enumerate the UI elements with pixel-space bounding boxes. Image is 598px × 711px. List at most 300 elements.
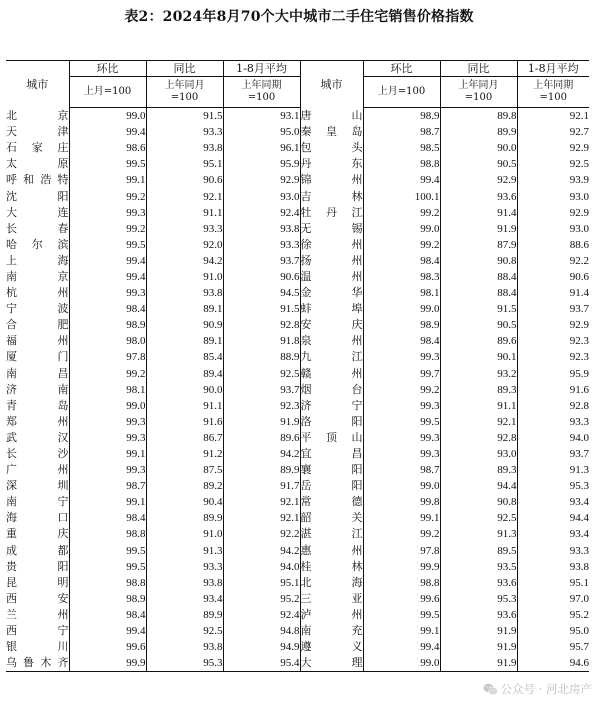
table-row [6, 108, 589, 125]
yoy-value: 89.9 [440, 124, 517, 140]
table-title: 表2：2024年8月70个大中城市二手住宅销售价格指数 [124, 9, 474, 25]
table-row [6, 188, 589, 204]
mom-value: 99.3 [69, 462, 146, 478]
mom-value: 99.5 [69, 559, 146, 575]
table-row [6, 510, 589, 526]
yoy-value: 88.4 [440, 269, 517, 285]
table-row [6, 366, 589, 382]
yoy-value: 93.0 [440, 446, 517, 462]
mom-value: 98.9 [69, 317, 146, 333]
city-name: 太原 [6, 157, 69, 171]
yoy-value: 93.5 [440, 559, 517, 575]
city-name: 厦门 [6, 350, 69, 364]
mom-value: 99.5 [363, 414, 440, 430]
mom-value: 99.4 [69, 623, 146, 639]
yoy-value: 91.2 [146, 446, 223, 462]
avg-value: 92.1 [223, 494, 300, 510]
city-name: 南充 [300, 623, 363, 639]
yoy-value: 93.8 [146, 639, 223, 655]
city-name: 呼和浩特 [6, 173, 69, 187]
city-name: 锦州 [300, 172, 363, 188]
avg-value: 90.6 [517, 269, 589, 285]
mom-value: 99.3 [69, 430, 146, 446]
mom-value: 98.5 [363, 140, 440, 156]
city-name: 南昌 [6, 366, 69, 380]
avg-value: 95.4 [223, 655, 300, 672]
city-name: 常德 [300, 494, 363, 510]
yoy-value: 89.9 [146, 510, 223, 526]
avg-value: 94.0 [223, 559, 300, 575]
avg-value: 92.3 [223, 398, 300, 414]
avg-value: 92.9 [517, 317, 589, 333]
avg-value: 93.7 [517, 301, 589, 317]
city-name: 平顶山 [300, 430, 363, 446]
avg-value: 94.2 [223, 543, 300, 559]
table-row [6, 639, 589, 655]
mom-value: 99.2 [69, 221, 146, 237]
city-name: 吉林 [300, 188, 363, 204]
yoy-value: 92.5 [440, 510, 517, 526]
mom-value: 98.7 [363, 124, 440, 140]
mom-value: 99.2 [69, 188, 146, 204]
mom-value: 99.0 [69, 108, 146, 125]
watermark [483, 681, 592, 697]
city-name: 宁波 [6, 302, 69, 316]
avg-value: 93.3 [223, 237, 300, 253]
avg-value: 92.1 [517, 108, 589, 125]
mom-value: 99.0 [363, 478, 440, 494]
city-name: 西安 [6, 591, 69, 605]
avg-value: 92.3 [517, 349, 589, 365]
avg-value: 93.0 [517, 188, 589, 204]
mom-value: 99.3 [363, 446, 440, 462]
avg-value: 89.6 [223, 430, 300, 446]
yoy-value: 90.5 [440, 317, 517, 333]
mom-value: 98.8 [69, 575, 146, 591]
avg-value: 93.7 [223, 253, 300, 269]
city-name: 乌鲁木齐 [6, 655, 69, 672]
avg-value: 92.4 [223, 607, 300, 623]
city-name: 赣州 [300, 366, 363, 382]
table-row [6, 543, 589, 559]
mom-value: 99.4 [363, 172, 440, 188]
header-avg-left: 1-8月平均 [223, 61, 300, 77]
yoy-value: 90.9 [146, 317, 223, 333]
avg-value: 95.1 [517, 575, 589, 591]
mom-value: 99.1 [363, 510, 440, 526]
yoy-value: 92.0 [146, 237, 223, 253]
yoy-value: 91.1 [146, 205, 223, 221]
mom-value: 99.0 [363, 221, 440, 237]
table-row [6, 655, 589, 672]
header-yoy-base-right [440, 77, 517, 108]
mom-value: 99.1 [69, 494, 146, 510]
yoy-value: 92.5 [146, 623, 223, 639]
avg-value: 94.4 [517, 510, 589, 526]
avg-value: 90.6 [223, 269, 300, 285]
avg-value: 91.7 [223, 478, 300, 494]
table-row [6, 478, 589, 494]
avg-value: 92.8 [223, 317, 300, 333]
header-mom-base-left: 上月=100 [69, 77, 146, 108]
table-row [6, 382, 589, 398]
avg-value: 91.8 [223, 333, 300, 349]
header-mom-left: 环比 [69, 61, 146, 77]
yoy-value: 91.0 [146, 269, 223, 285]
yoy-value: 89.3 [440, 382, 517, 398]
city-name: 济南 [6, 382, 69, 396]
mom-value: 98.6 [69, 140, 146, 156]
table-row [6, 221, 589, 237]
mom-value: 98.8 [363, 156, 440, 172]
city-name: 韶关 [300, 510, 363, 526]
table-row [6, 414, 589, 430]
mom-value: 97.8 [363, 543, 440, 559]
yoy-value: 93.8 [146, 285, 223, 301]
mom-value: 99.1 [363, 623, 440, 639]
avg-value: 88.9 [223, 349, 300, 365]
city-name: 金华 [300, 285, 363, 301]
avg-value: 92.4 [223, 205, 300, 221]
city-name: 岳阳 [300, 478, 363, 494]
mom-value: 99.2 [363, 237, 440, 253]
mom-value: 99.9 [69, 655, 146, 672]
yoy-value: 94.4 [440, 478, 517, 494]
city-name: 昆明 [6, 575, 69, 589]
mom-value: 99.1 [69, 172, 146, 188]
table-row [6, 301, 589, 317]
city-name: 银川 [6, 640, 69, 654]
header-avg-base-left [223, 77, 300, 108]
yoy-value: 91.1 [146, 398, 223, 414]
yoy-value: 93.6 [440, 607, 517, 623]
header-avg-base-text: 上年同期 =100 [241, 80, 282, 103]
mom-value: 98.4 [363, 333, 440, 349]
avg-value: 93.7 [223, 382, 300, 398]
city-name: 惠州 [300, 543, 363, 559]
mom-value: 99.5 [69, 237, 146, 253]
avg-value: 92.2 [517, 253, 589, 269]
table-row [6, 333, 589, 349]
yoy-value: 90.6 [146, 172, 223, 188]
city-name: 湛江 [300, 526, 363, 542]
mom-value: 99.2 [363, 205, 440, 221]
yoy-value: 93.8 [146, 575, 223, 591]
avg-value: 93.3 [517, 543, 589, 559]
city-name: 郑州 [6, 414, 69, 428]
yoy-value: 93.3 [146, 124, 223, 140]
city-name: 石家庄 [6, 141, 69, 155]
avg-value: 93.7 [517, 446, 589, 462]
yoy-value: 87.9 [440, 237, 517, 253]
avg-value: 93.4 [517, 494, 589, 510]
avg-value: 92.9 [517, 205, 589, 221]
header-mom-base-right: 上月=100 [363, 77, 440, 108]
table-row [6, 575, 589, 591]
mom-value: 99.1 [69, 446, 146, 462]
avg-value: 95.9 [517, 366, 589, 382]
city-name: 兰州 [6, 607, 69, 621]
mom-value: 98.8 [363, 575, 440, 591]
city-name: 蚌埠 [300, 301, 363, 317]
avg-value: 92.1 [223, 510, 300, 526]
mom-value: 99.8 [363, 494, 440, 510]
mom-value: 99.3 [363, 349, 440, 365]
city-name: 海口 [6, 511, 69, 525]
avg-value: 93.9 [517, 172, 589, 188]
yoy-value: 90.5 [440, 156, 517, 172]
header-city-right: 城市 [300, 61, 363, 108]
yoy-value: 89.4 [146, 366, 223, 382]
header-yoy-base-left [146, 77, 223, 108]
yoy-value: 90.1 [440, 349, 517, 365]
yoy-value: 91.9 [440, 655, 517, 672]
mom-value: 98.1 [363, 285, 440, 301]
table-row [6, 446, 589, 462]
table-row [6, 607, 589, 623]
table-row [6, 140, 589, 156]
mom-value: 99.4 [69, 253, 146, 269]
avg-value: 95.0 [517, 623, 589, 639]
table-row [6, 430, 589, 446]
avg-value: 91.5 [223, 301, 300, 317]
header-mom-right: 环比 [363, 61, 440, 77]
mom-value: 99.2 [363, 382, 440, 398]
city-name: 武汉 [6, 430, 69, 444]
city-name: 牡丹江 [300, 205, 363, 221]
table-row [6, 462, 589, 478]
mom-value: 99.3 [363, 430, 440, 446]
avg-value: 94.2 [223, 446, 300, 462]
table-row [6, 526, 589, 542]
mom-value: 97.8 [69, 349, 146, 365]
table-row [6, 172, 589, 188]
city-name: 贵阳 [6, 559, 69, 573]
city-name: 杭州 [6, 286, 69, 300]
mom-value: 99.3 [69, 414, 146, 430]
mom-value: 98.4 [69, 301, 146, 317]
header-avg-base-right [517, 77, 589, 108]
yoy-value: 86.7 [146, 430, 223, 446]
mom-value: 98.3 [363, 269, 440, 285]
avg-value: 95.1 [223, 575, 300, 591]
avg-value: 88.6 [517, 237, 589, 253]
yoy-value: 91.5 [440, 301, 517, 317]
yoy-value: 89.8 [440, 108, 517, 125]
mom-value: 99.4 [69, 124, 146, 140]
wechat-icon [483, 683, 498, 696]
yoy-value: 92.1 [146, 188, 223, 204]
yoy-value: 93.6 [440, 188, 517, 204]
avg-value: 94.6 [517, 655, 589, 672]
yoy-value: 93.8 [146, 140, 223, 156]
avg-value: 92.5 [223, 366, 300, 382]
mom-value: 99.4 [363, 639, 440, 655]
city-name: 南宁 [6, 495, 69, 509]
yoy-value: 92.8 [440, 430, 517, 446]
table-row [6, 317, 589, 333]
yoy-value: 95.3 [440, 591, 517, 607]
city-name: 南京 [6, 269, 69, 283]
yoy-value: 91.9 [440, 639, 517, 655]
yoy-value: 93.3 [146, 221, 223, 237]
table-body [6, 108, 589, 672]
city-name: 无锡 [300, 221, 363, 237]
avg-value: 91.9 [223, 414, 300, 430]
yoy-value: 90.0 [146, 382, 223, 398]
header-city-left: 城市 [6, 61, 69, 108]
avg-value: 97.0 [517, 591, 589, 607]
table-row [6, 349, 589, 365]
table-row [6, 398, 589, 414]
city-name: 福州 [6, 334, 69, 348]
mom-value: 99.7 [363, 366, 440, 382]
city-name: 包头 [300, 140, 363, 156]
table-row [6, 253, 589, 269]
mom-value: 98.9 [363, 317, 440, 333]
yoy-value: 91.1 [440, 398, 517, 414]
avg-value: 94.9 [223, 639, 300, 655]
city-name: 宜昌 [300, 446, 363, 462]
mom-value: 99.0 [363, 301, 440, 317]
mom-value: 99.2 [363, 526, 440, 542]
yoy-value: 90.4 [146, 494, 223, 510]
yoy-value: 95.1 [146, 156, 223, 172]
city-name: 广州 [6, 463, 69, 477]
yoy-value: 91.9 [440, 221, 517, 237]
avg-value: 95.0 [223, 124, 300, 140]
city-name: 成都 [6, 543, 69, 557]
avg-value: 91.4 [517, 285, 589, 301]
avg-value: 93.0 [223, 188, 300, 204]
city-name: 温州 [300, 269, 363, 285]
table-row [6, 623, 589, 639]
avg-value: 92.9 [223, 172, 300, 188]
avg-value: 96.1 [223, 140, 300, 156]
yoy-value: 89.6 [440, 333, 517, 349]
yoy-value: 90.8 [440, 494, 517, 510]
city-name: 上海 [6, 253, 69, 267]
avg-value: 92.5 [517, 156, 589, 172]
yoy-value: 89.1 [146, 301, 223, 317]
yoy-value: 93.6 [440, 575, 517, 591]
avg-value: 94.8 [223, 623, 300, 639]
yoy-value: 91.9 [440, 623, 517, 639]
avg-value: 93.4 [517, 526, 589, 542]
mom-value: 99.5 [69, 156, 146, 172]
avg-value: 93.8 [517, 559, 589, 575]
city-name: 襄阳 [300, 462, 363, 478]
yoy-value: 94.2 [146, 253, 223, 269]
mom-value: 98.8 [69, 526, 146, 542]
mom-value: 98.7 [69, 478, 146, 494]
mom-value: 99.3 [363, 398, 440, 414]
yoy-value: 89.9 [146, 607, 223, 623]
avg-value: 95.2 [517, 607, 589, 623]
header-yoy-base-text: 上年同月 =100 [458, 80, 499, 103]
avg-value: 95.3 [517, 478, 589, 494]
city-name: 泸州 [300, 607, 363, 623]
avg-value: 95.9 [223, 156, 300, 172]
yoy-value: 91.0 [146, 526, 223, 542]
city-name: 徐州 [300, 237, 363, 253]
yoy-value: 91.6 [146, 414, 223, 430]
table-row [6, 237, 589, 253]
city-name: 秦皇岛 [300, 124, 363, 140]
mom-value: 99.2 [69, 366, 146, 382]
table-row [6, 124, 589, 140]
table-row [6, 205, 589, 221]
avg-value: 95.2 [223, 591, 300, 607]
yoy-value: 85.4 [146, 349, 223, 365]
city-name: 唐山 [300, 108, 363, 125]
mom-value: 99.0 [69, 398, 146, 414]
mom-value: 100.1 [363, 188, 440, 204]
table-row [6, 591, 589, 607]
yoy-value: 89.5 [440, 543, 517, 559]
yoy-value: 91.4 [440, 205, 517, 221]
city-name: 重庆 [6, 527, 69, 541]
yoy-value: 89.2 [146, 478, 223, 494]
mom-value: 98.9 [363, 108, 440, 125]
city-name: 泉州 [300, 333, 363, 349]
avg-value: 93.0 [517, 221, 589, 237]
yoy-value: 93.2 [440, 366, 517, 382]
avg-value: 92.2 [223, 526, 300, 542]
avg-value: 89.9 [223, 462, 300, 478]
mom-value: 99.5 [363, 607, 440, 623]
mom-value: 98.1 [69, 382, 146, 398]
avg-value: 94.5 [223, 285, 300, 301]
yoy-value: 90.8 [440, 253, 517, 269]
city-name: 济宁 [300, 398, 363, 414]
city-name: 长春 [6, 221, 69, 235]
yoy-value: 93.4 [146, 591, 223, 607]
yoy-value: 88.4 [440, 285, 517, 301]
city-name: 扬州 [300, 253, 363, 269]
mom-value: 99.3 [69, 285, 146, 301]
city-name: 安庆 [300, 317, 363, 333]
avg-value: 91.3 [517, 462, 589, 478]
mom-value: 99.4 [69, 269, 146, 285]
mom-value: 99.0 [363, 655, 440, 672]
city-name: 大理 [300, 655, 363, 672]
city-name: 桂林 [300, 559, 363, 575]
table-row [6, 494, 589, 510]
yoy-value: 92.1 [440, 414, 517, 430]
header-yoy-right: 同比 [440, 61, 517, 77]
avg-value: 95.7 [517, 639, 589, 655]
avg-value: 92.7 [517, 124, 589, 140]
city-name: 遵义 [300, 639, 363, 655]
city-name: 西宁 [6, 624, 69, 638]
header-yoy-base-text: 上年同月 =100 [164, 80, 205, 103]
city-name: 沈阳 [6, 189, 69, 203]
mom-value: 99.6 [69, 639, 146, 655]
mom-value: 99.5 [69, 543, 146, 559]
header-yoy-left: 同比 [146, 61, 223, 77]
mom-value: 99.9 [363, 559, 440, 575]
yoy-value: 91.5 [146, 108, 223, 125]
table-row [6, 269, 589, 285]
table-row [6, 285, 589, 301]
city-name: 青岛 [6, 398, 69, 412]
city-name: 三亚 [300, 591, 363, 607]
mom-value: 99.3 [69, 205, 146, 221]
table-row [6, 559, 589, 575]
city-name: 哈尔滨 [6, 237, 69, 251]
yoy-value: 90.0 [440, 140, 517, 156]
